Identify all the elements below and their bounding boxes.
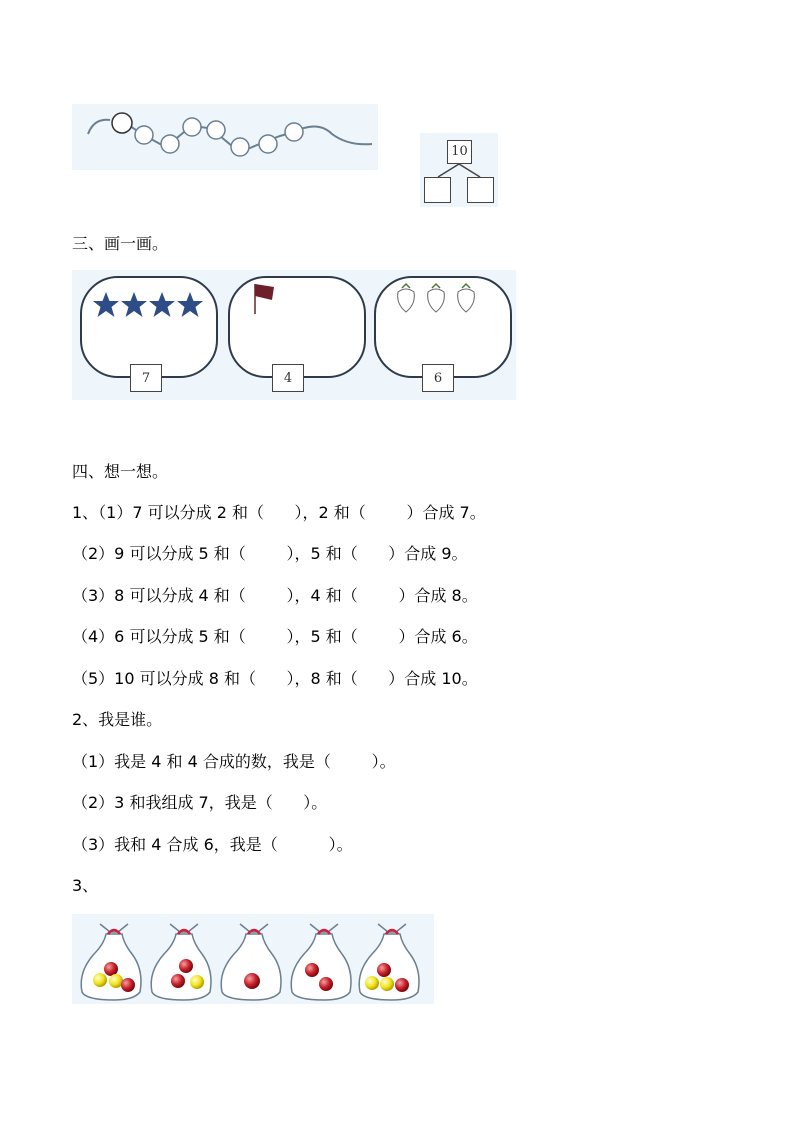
q1-line-1: 1、（1）7 可以分成 2 和（ ），2 和（ ）合成 7。 <box>72 503 486 522</box>
q1-line-4: （4）6 可以分成 5 和（ ），5 和（ ）合成 6。 <box>72 627 478 646</box>
bag-icon <box>221 924 281 1000</box>
bag-icon <box>359 924 419 1000</box>
draw-frame-flag <box>228 276 366 378</box>
tree-top-box: 10 <box>447 140 472 164</box>
strawberry-icon <box>458 284 475 312</box>
draw-box-2: 4 <box>272 364 304 392</box>
q2-line-1: （1）我是 4 和 4 合成的数，我是（ ）。 <box>72 752 396 771</box>
bead-string-figure <box>72 104 378 170</box>
q2-heading: 2、我是谁。 <box>72 710 163 729</box>
bag-icon <box>81 924 141 1000</box>
tree-left-box <box>424 177 451 203</box>
star-icon <box>149 292 175 317</box>
bags-figure <box>72 914 434 1004</box>
q2-line-3: （3）我和 4 合成 6，我是（ ）。 <box>72 835 353 854</box>
draw-panel <box>72 270 516 400</box>
star-icon <box>93 292 119 317</box>
q1-line-5: （5）10 可以分成 8 和（ ），8 和（ ）合成 10。 <box>72 669 478 688</box>
q3-heading: 3、 <box>72 876 99 895</box>
q1-line-2: （2）9 可以分成 5 和（ ），5 和（ ）合成 9。 <box>72 544 468 563</box>
draw-box-1: 7 <box>130 364 162 392</box>
tree-right-box <box>467 177 494 203</box>
bag-icon <box>151 924 211 1000</box>
bags-drawing <box>72 914 434 1004</box>
section-4-heading: 四、想一想。 <box>72 462 169 481</box>
q2-line-2: （2）3 和我组成 7，我是（ ）。 <box>72 793 328 812</box>
number-tree-figure <box>420 133 498 207</box>
star-icon <box>121 292 147 317</box>
strawberry-icon <box>428 284 445 312</box>
strawberry-icon <box>398 284 415 312</box>
stars-group <box>92 290 222 320</box>
bead-string-drawing <box>72 104 378 170</box>
star-icon <box>177 292 203 317</box>
q1-line-3: （3）8 可以分成 4 和（ ），4 和（ ）合成 8。 <box>72 586 478 605</box>
section-3-heading: 三、画一画。 <box>72 234 169 253</box>
strawberries-group <box>394 282 484 314</box>
flag-icon <box>252 282 282 316</box>
bag-icon <box>291 924 351 1000</box>
draw-box-3: 6 <box>422 364 454 392</box>
